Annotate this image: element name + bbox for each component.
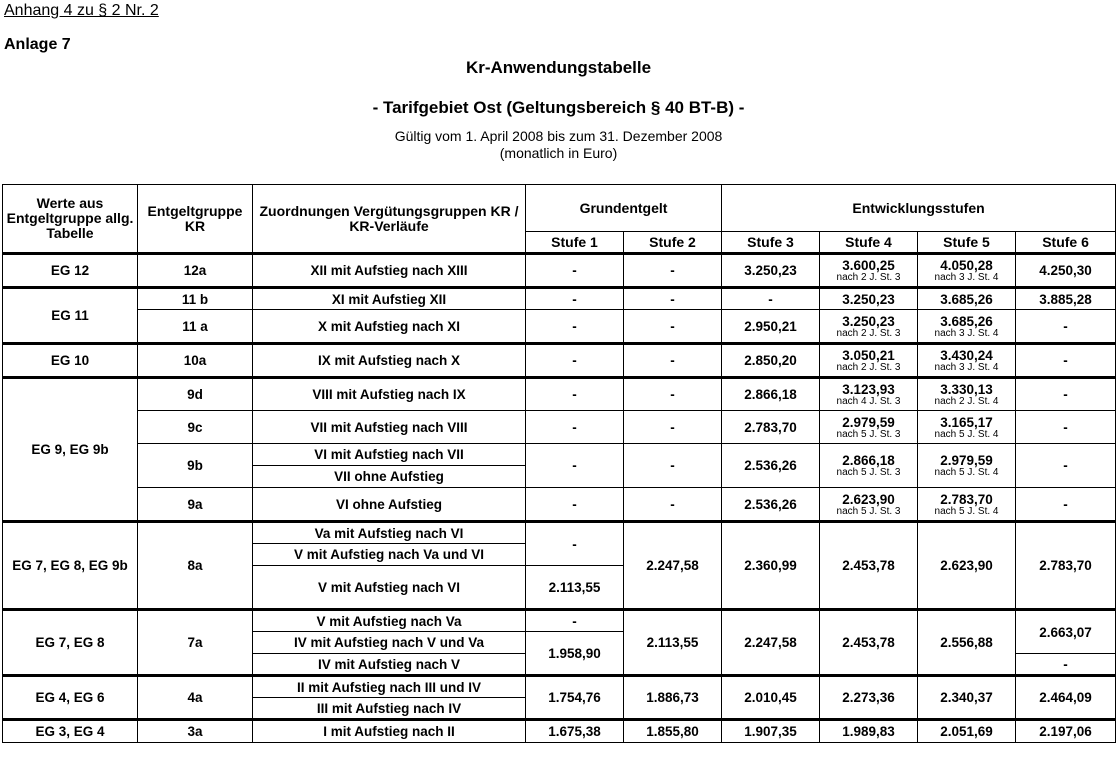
stufe-4-cell [820,378,918,411]
stufe-1-cell: - [526,378,624,411]
kr-cell: 9a [138,488,253,522]
stufe-note: nach 3 J. St. 4 [934,272,999,283]
stufe-1-cell: 1.675,38 [526,720,624,743]
stufe-4-cell [820,411,918,444]
stufe-value: 3.165,17 [940,414,993,430]
header-werte: Werte aus Entgeltgruppe allg. Tabelle [3,185,138,254]
stufe-value: 3.330,13 [940,382,993,397]
kr-cell: 10a [138,344,253,378]
stufe-6-cell: - [1016,378,1116,411]
kr-cell: 9d [138,378,253,411]
zuordnung-cell: VIII mit Aufstieg nach IX [253,378,526,411]
eg-cell: EG 3, EG 4 [3,720,138,743]
eg-cell: EG 10 [3,344,138,378]
currency-unit: (monatlich in Euro) [499,145,618,161]
table-row [3,288,1116,310]
stufe-6-cell: 2.464,09 [1016,676,1116,720]
header-stufe-5: Stufe 5 [918,232,1016,254]
stufe-value: 3.685,26 [940,313,993,329]
stufe-value: 3.123,93 [842,382,895,397]
stufe-3-cell: 2.783,70 [722,411,820,444]
table-row [3,676,1116,698]
stufe-2-cell: - [624,444,722,488]
stufe-value: 2.866,18 [842,453,895,468]
zuordnung-cell: III mit Aufstieg nach IV [253,698,526,720]
stufe-2-cell: - [624,288,722,310]
stufe-3-cell: 2.850,20 [722,344,820,378]
zuordnung-cell: V mit Aufstieg nach Va und VI [253,544,526,566]
stufe-5-cell [918,254,1016,288]
stufe-5-cell: 2.340,37 [918,676,1016,720]
stufe-5-cell: 2.623,90 [918,522,1016,610]
stufe-4-cell [820,254,918,288]
stufe-5-cell [918,488,1016,522]
header-stufe-3: Stufe 3 [722,232,820,254]
table-row [3,610,1116,632]
stufe-5-cell: 2.051,69 [918,720,1016,743]
stufe-6-cell: - [1016,310,1116,344]
stufe-6-cell: 2.663,07 [1016,610,1116,654]
stufe-5-cell [918,411,1016,444]
eg-cell: EG 7, EG 8 [3,610,138,676]
eg-cell: EG 4, EG 6 [3,676,138,720]
stufe-value: 3.430,24 [940,348,993,363]
eg-cell: EG 11 [3,288,138,344]
stufe-2-cell: - [624,378,722,411]
zuordnung-cell: IV mit Aufstieg nach V [253,654,526,676]
stufe-5-cell [918,344,1016,378]
stufe-note: nach 5 J. St. 3 [836,505,901,517]
header-entwicklungsstufen: Entwicklungsstufen [722,185,1116,232]
stufe-4-cell: 2.453,78 [820,522,918,610]
header-stufe-2: Stufe 2 [624,232,722,254]
stufe-2-cell: 1.855,80 [624,720,722,743]
table-row [3,254,1116,288]
stufe-1-cell: - [526,444,624,488]
stufe-note: nach 5 J. St. 3 [836,428,901,440]
stufe-4-cell: 2.273,36 [820,676,918,720]
kr-cell: 11 a [138,310,253,344]
stufe-1-cell: - [526,411,624,444]
stufe-1-cell: - [526,288,624,310]
zuordnung-cell: VI ohne Aufstieg [253,488,526,522]
header-kr: Entgeltgruppe KR [138,185,253,254]
stufe-3-cell: 3.250,23 [722,254,820,288]
stufe-5-cell [918,378,1016,411]
stufe-6-cell: - [1016,488,1116,522]
stufe-1-cell: 1.754,76 [526,676,624,720]
eg-cell: EG 12 [3,254,138,288]
kr-cell: 12a [138,254,253,288]
stufe-note: nach 2 J. St. 4 [934,396,999,407]
stufe-3-cell: 2.536,26 [722,444,820,488]
validity-period: Gültig vom 1. April 2008 bis zum 31. Dezember 2008 [394,128,723,144]
stufe-6-cell: 2.197,06 [1016,720,1116,743]
zuordnung-cell: V mit Aufstieg nach Va [253,610,526,632]
stufe-2-cell: 2.113,55 [624,610,722,676]
zuordnung-cell: VI mit Aufstieg nach VII [253,444,526,466]
zuordnung-cell: II mit Aufstieg nach III und IV [253,676,526,698]
table-row [3,378,1116,411]
stufe-6-cell: - [1016,344,1116,378]
stufe-note: nach 4 J. St. 3 [836,396,901,407]
zuordnung-cell: XII mit Aufstieg nach XIII [253,254,526,288]
stufe-note: nach 2 J. St. 3 [836,327,901,339]
stufe-3-cell: - [722,288,820,310]
zuordnung-cell: IV mit Aufstieg nach V und Va [253,632,526,654]
zuordnung-cell: I mit Aufstieg nach II [253,720,526,743]
stufe-1-cell: - [526,522,624,566]
kr-cell: 9c [138,411,253,444]
stufe-4-cell [820,344,918,378]
stufe-3-cell: 2.247,58 [722,610,820,676]
stufe-value: 3.250,23 [842,313,895,329]
zuordnung-cell: XI mit Aufstieg XII [253,288,526,310]
stufe-1-cell: - [526,344,624,378]
stufe-2-cell: - [624,254,722,288]
stufe-1-cell: - [526,488,624,522]
stufe-value: 4.050,28 [940,258,993,273]
stufe-4-cell: 2.453,78 [820,610,918,676]
kr-cell: 3a [138,720,253,743]
table-row [3,522,1116,544]
stufe-3-cell: 2.536,26 [722,488,820,522]
stufe-6-cell: - [1016,444,1116,488]
stufe-5-cell: 3.685,26 [918,288,1016,310]
stufe-value: 2.979,59 [842,414,895,430]
stufe-value: 2.979,59 [940,453,993,468]
stufe-note: nach 3 J. St. 4 [934,362,999,373]
page-title: Kr-Anwendungstabelle [465,58,652,77]
stufe-3-cell: 1.907,35 [722,720,820,743]
stufe-2-cell: - [624,488,722,522]
stufe-1-cell: 1.958,90 [526,632,624,676]
stufe-value: 2.783,70 [940,491,993,507]
stufe-5-cell [918,444,1016,488]
stufe-note: nach 5 J. St. 3 [836,467,901,478]
stufe-6-cell: 3.885,28 [1016,288,1116,310]
stufe-3-cell: 2.950,21 [722,310,820,344]
stufe-note: nach 2 J. St. 3 [836,272,901,283]
stufe-note: nach 5 J. St. 4 [934,505,999,517]
stufe-5-cell: 2.556,88 [918,610,1016,676]
header-stufe-4: Stufe 4 [820,232,918,254]
stufe-6-cell: - [1016,654,1116,676]
zuordnung-cell: VII ohne Aufstieg [253,466,526,488]
stufe-2-cell: - [624,310,722,344]
eg-cell: EG 7, EG 8, EG 9b [3,522,138,610]
stufe-3-cell: 2.360,99 [722,522,820,610]
table-row [3,310,1116,344]
zuordnung-cell: V mit Aufstieg nach VI [253,566,526,610]
header-stufe-1: Stufe 1 [526,232,624,254]
stufe-2-cell: - [624,344,722,378]
stufe-6-cell: - [1016,411,1116,444]
stufe-5-cell [918,310,1016,344]
header-zuordnung: Zuordnungen Vergütungsgruppen KR / KR-Verläufe [253,185,526,254]
zuordnung-cell: IX mit Aufstieg nach X [253,344,526,378]
zuordnung-cell: X mit Aufstieg nach XI [253,310,526,344]
header-stufe-6: Stufe 6 [1016,232,1116,254]
stufe-1-cell: 2.113,55 [526,566,624,610]
stufe-4-cell [820,444,918,488]
stufe-note: nach 3 J. St. 4 [934,327,999,339]
table-row [3,411,1116,444]
stufe-4-cell [820,488,918,522]
stufe-value: 3.050,21 [842,348,895,363]
stufe-6-cell: 2.783,70 [1016,522,1116,610]
header-grundentgelt: Grundentgelt [526,185,722,232]
stufe-4-cell [820,310,918,344]
stufe-3-cell: 2.010,45 [722,676,820,720]
stufe-value: 2.623,90 [842,491,895,507]
kr-cell: 8a [138,522,253,610]
stufe-4-cell: 3.250,23 [820,288,918,310]
stufe-note: nach 2 J. St. 3 [836,362,901,373]
table-row [3,720,1116,743]
stufe-2-cell: 1.886,73 [624,676,722,720]
validity-note [0,128,1117,162]
stufe-1-cell: - [526,610,624,632]
table-row [3,444,1116,466]
stufe-note: nach 5 J. St. 4 [934,467,999,478]
stufe-2-cell: - [624,411,722,444]
table-row [3,344,1116,378]
zuordnung-cell: Va mit Aufstieg nach VI [253,522,526,544]
stufe-2-cell: 2.247,58 [624,522,722,610]
table-row [3,488,1116,522]
kr-cell: 4a [138,676,253,720]
eg-cell: EG 9, EG 9b [3,378,138,522]
anhang-reference: Anhang 4 zu § 2 Nr. 2 [4,2,159,19]
zuordnung-cell: VII mit Aufstieg nach VIII [253,411,526,444]
stufe-3-cell: 2.866,18 [722,378,820,411]
stufe-note: nach 5 J. St. 4 [934,428,999,440]
kr-cell: 9b [138,444,253,488]
stufe-4-cell: 1.989,83 [820,720,918,743]
anlage-label: Anlage 7 [4,36,71,53]
stufe-value: 3.600,25 [842,258,895,273]
table-header-row [3,185,1116,232]
page-subtitle: - Tarifgebiet Ost (Geltungsbereich § 40 BT-B) - [372,98,745,117]
pay-table [2,184,1116,743]
stufe-1-cell: - [526,254,624,288]
stufe-6-cell: 4.250,30 [1016,254,1116,288]
kr-cell: 7a [138,610,253,676]
kr-cell: 11 b [138,288,253,310]
stufe-1-cell: - [526,310,624,344]
